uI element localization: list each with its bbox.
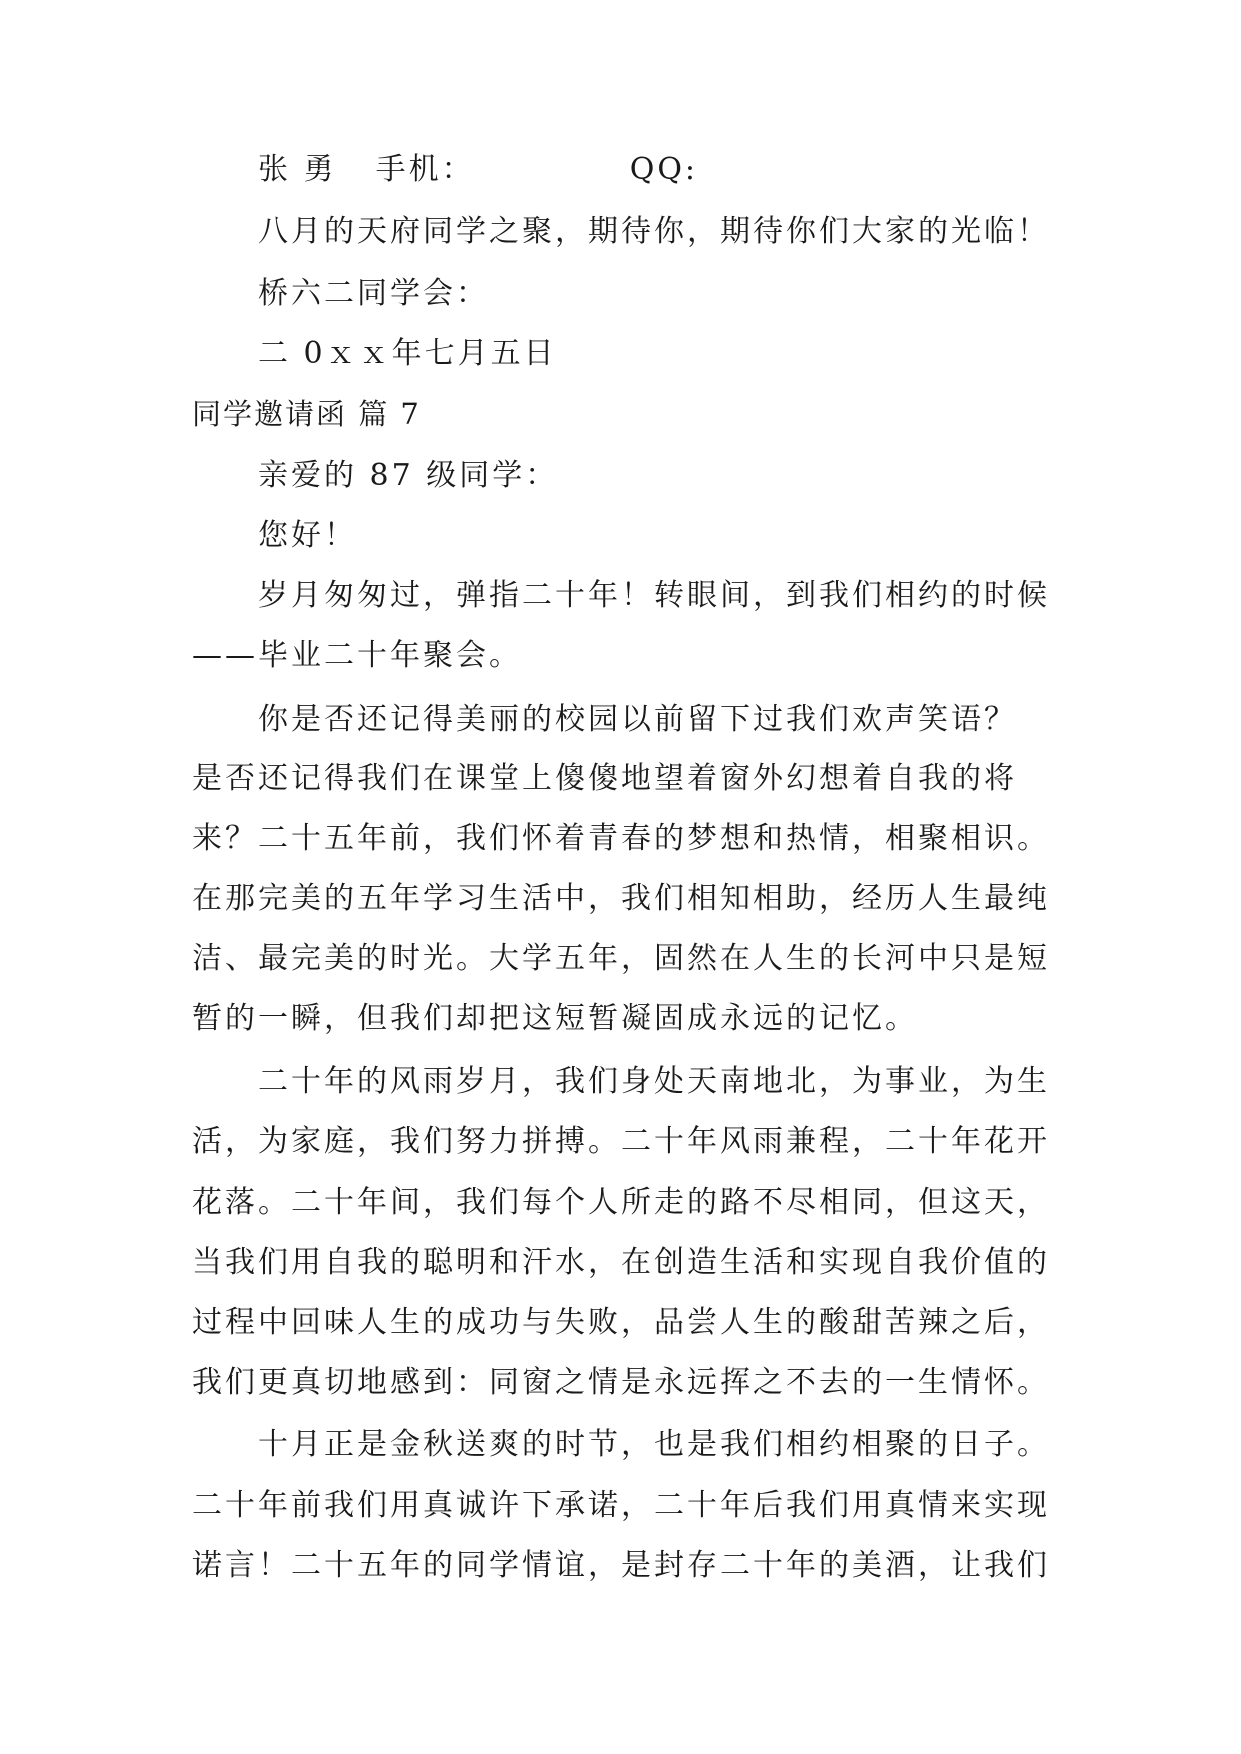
paragraph-line: 你是否还记得美丽的校园以前留下过我们欢声笑语？ <box>258 702 1017 737</box>
paragraph-line: ——毕业二十年聚会。 <box>192 638 522 673</box>
paragraph-line: 暂的一瞬，但我们却把这短暂凝固成永远的记忆。 <box>192 1001 918 1036</box>
paragraph-line: 我们更真切地感到：同窗之情是永远挥之不去的一生情怀。 <box>192 1365 1050 1400</box>
paragraph-line: 岁月匆匆过，弹指二十年！转眼间，到我们相约的时候 <box>258 578 1050 613</box>
paragraph-line: 来？二十五年前，我们怀着青春的梦想和热情，相聚相识。 <box>192 821 1050 856</box>
date-line: 二 0ｘｘ年七月五日 <box>258 336 557 371</box>
contact-name: 张 勇 <box>258 152 337 187</box>
invitation-line: 八月的天府同学之聚，期待你，期待你们大家的光临！ <box>258 214 1050 249</box>
signature-line: 桥六二同学会： <box>258 276 489 311</box>
salutation: 亲爱的 87 级同学： <box>258 458 559 493</box>
paragraph-line: 诺言！二十五年的同学情谊，是封存二十年的美酒，让我们 <box>192 1548 1050 1583</box>
paragraph-line: 活，为家庭，我们努力拼搏。二十年风雨兼程，二十年花开 <box>192 1124 1050 1159</box>
contact-line <box>258 150 698 190</box>
paragraph-line: 是否还记得我们在课堂上傻傻地望着窗外幻想着自我的将 <box>192 761 1017 796</box>
paragraph-line: 花落。二十年间，我们每个人所走的路不尽相同，但这天， <box>192 1185 1050 1220</box>
paragraph-line: 二十年的风雨岁月，我们身处天南地北，为事业，为生 <box>258 1064 1050 1099</box>
paragraph-line: 十月正是金秋送爽的时节，也是我们相约相聚的日子。 <box>258 1427 1050 1462</box>
greeting: 您好！ <box>258 518 357 553</box>
paragraph-line: 过程中回味人生的成功与失败，品尝人生的酸甜苦辣之后， <box>192 1305 1050 1340</box>
phone-label: 手机： <box>375 152 475 187</box>
paragraph-line: 当我们用自我的聪明和汗水，在创造生活和实现自我价值的 <box>192 1245 1050 1280</box>
paragraph-line: 在那完美的五年学习生活中，我们相知相助，经历人生最纯 <box>192 881 1050 916</box>
paragraph-line: 二十年前我们用真诚许下承诺，二十年后我们用真情来实现 <box>192 1488 1050 1523</box>
paragraph-line: 洁、最完美的时光。大学五年，固然在人生的长河中只是短 <box>192 941 1050 976</box>
qq-label: QQ: <box>629 152 699 187</box>
section-heading: 同学邀请函 篇 7 <box>192 397 421 431</box>
